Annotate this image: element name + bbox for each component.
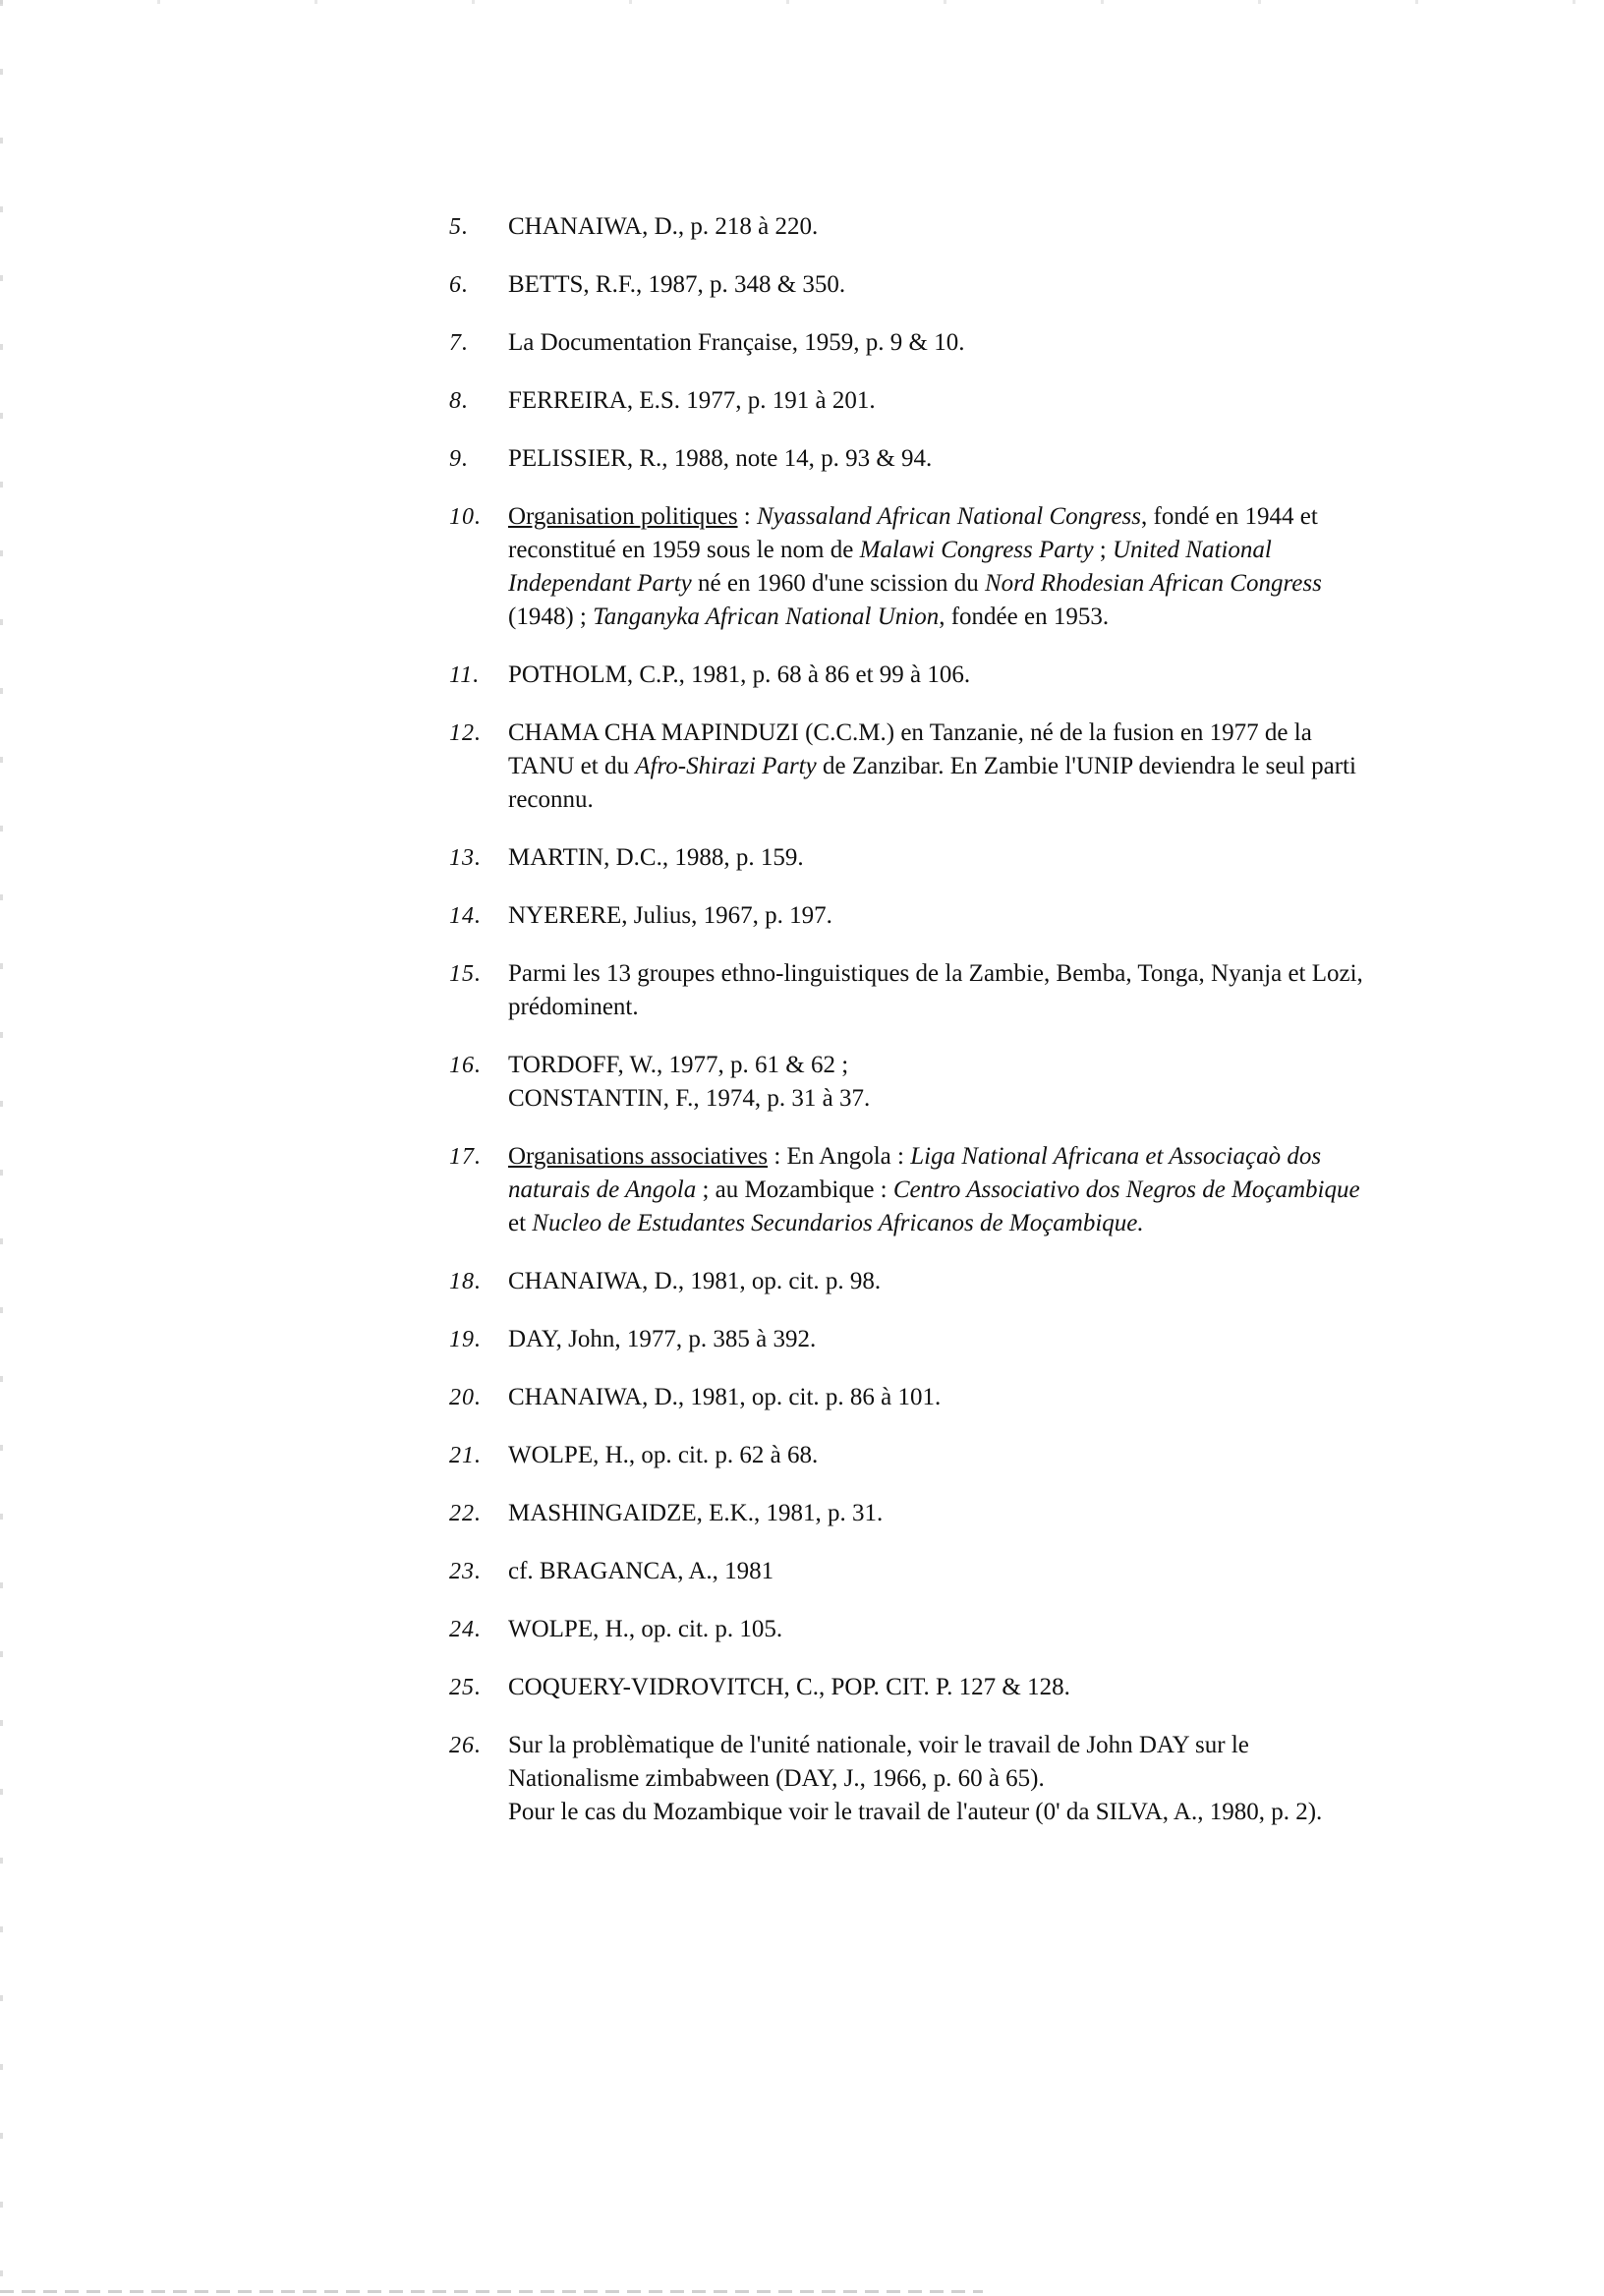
italic-title: Independant Party <box>508 570 692 597</box>
italic-title: United National <box>1113 537 1272 563</box>
note-item <box>449 384 1491 418</box>
note-line <box>508 442 1491 476</box>
note-item <box>449 268 1491 302</box>
note-segment: , fondé en 1944 et <box>1141 503 1318 530</box>
note-segment: reconstitué en 1959 sous le nom de <box>508 537 860 563</box>
note-line <box>508 1323 1491 1356</box>
note-line <box>508 1671 1491 1704</box>
italic-title: Liga National Africana et Associaçaò dos <box>910 1143 1322 1170</box>
note-line <box>508 783 1491 817</box>
note-number: 15. <box>449 961 482 987</box>
note-segment: prédominent. <box>508 994 639 1020</box>
note-line <box>508 1140 1491 1174</box>
note-line <box>508 1729 1491 1762</box>
note-text <box>508 1439 1491 1472</box>
note-number: 13. <box>449 845 482 871</box>
scan-border-top <box>0 0 1604 4</box>
note-text <box>508 326 1491 360</box>
note-line <box>508 841 1491 875</box>
note-segment: Parmi les 13 groupes ethno-linguistiques de la Zambie, Bemba, Tonga, Nyanja et Lozi, <box>508 960 1363 987</box>
note-number: 5. <box>449 214 469 240</box>
note-item <box>449 442 1491 476</box>
note-text <box>508 1613 1491 1646</box>
scan-border-left <box>0 0 3 2296</box>
note-item <box>449 1323 1491 1356</box>
note-line <box>508 991 1491 1024</box>
note-line <box>508 601 1491 634</box>
italic-title: Nord Rhodesian African Congress <box>984 570 1322 597</box>
note-line <box>508 1082 1491 1116</box>
note-segment: Pour le cas du Mozambique voir le travail de l'auteur (0' da SILVA, A., 1980, p. 2). <box>508 1799 1323 1825</box>
note-line <box>508 534 1491 567</box>
note-segment: Nationalisme zimbabween (DAY, J., 1966, p. 60 à 65). <box>508 1765 1045 1792</box>
note-item <box>449 717 1491 817</box>
note-number: 25. <box>449 1675 482 1700</box>
note-line <box>508 567 1491 601</box>
note-segment: WOLPE, H., op. cit. p. 62 à 68. <box>508 1442 819 1468</box>
note-segment: WOLPE, H., op. cit. p. 105. <box>508 1616 783 1642</box>
note-item <box>449 1613 1491 1646</box>
note-text <box>508 1497 1491 1530</box>
note-segment: CHANAIWA, D., 1981, op. cit. p. 98. <box>508 1268 882 1294</box>
note-text <box>508 1671 1491 1704</box>
note-line <box>508 268 1491 302</box>
note-item <box>449 1265 1491 1298</box>
note-segment: DAY, John, 1977, p. 385 à 392. <box>508 1326 817 1352</box>
note-line <box>508 659 1491 692</box>
italic-title: Tanganyka African National Union <box>593 603 940 630</box>
note-line <box>508 1555 1491 1588</box>
note-segment: FERREIRA, E.S. 1977, p. 191 à 201. <box>508 387 876 414</box>
note-segment: PELISSIER, R., 1988, note 14, p. 93 & 94. <box>508 445 933 472</box>
note-text <box>508 899 1491 933</box>
note-text <box>508 659 1491 692</box>
note-number: 22. <box>449 1501 482 1526</box>
note-text <box>508 268 1491 302</box>
note-number: 24. <box>449 1617 482 1642</box>
note-text <box>508 1265 1491 1298</box>
note-item <box>449 1729 1491 1829</box>
note-number: 9. <box>449 446 469 472</box>
note-segment: La Documentation Française, 1959, p. 9 & 10. <box>508 329 965 356</box>
note-segment: NYERERE, Julius, 1967, p. 197. <box>508 902 832 929</box>
notes-list <box>449 210 1491 1854</box>
note-segment: : En Angola : <box>768 1143 911 1170</box>
note-line <box>508 1049 1491 1082</box>
note-item <box>449 1049 1491 1116</box>
note-number: 18. <box>449 1269 482 1294</box>
note-text <box>508 1323 1491 1356</box>
note-line <box>508 1265 1491 1298</box>
scan-border-bottom <box>0 2290 983 2293</box>
italic-title: Centro Associativo dos Negros de Moçambique <box>892 1177 1360 1203</box>
note-segment: CHANAIWA, D., 1981, op. cit. p. 86 à 101. <box>508 1384 942 1410</box>
note-segment: MASHINGAIDZE, E.K., 1981, p. 31. <box>508 1500 884 1526</box>
underlined-heading: Organisation politiques <box>508 503 738 530</box>
note-number: 12. <box>449 720 482 746</box>
note-line <box>508 750 1491 783</box>
note-item <box>449 1671 1491 1704</box>
underlined-heading: Organisations associatives <box>508 1143 769 1170</box>
note-line <box>508 899 1491 933</box>
note-segment: COQUERY-VIDROVITCH, C., POP. CIT. P. 127 & 128. <box>508 1674 1070 1700</box>
note-item <box>449 1555 1491 1588</box>
note-segment: ; au Mozambique : <box>696 1177 893 1203</box>
note-segment: TORDOFF, W., 1977, p. 61 & 62 ; <box>508 1052 849 1078</box>
note-line <box>508 326 1491 360</box>
note-number: 21. <box>449 1443 482 1468</box>
note-text <box>508 717 1491 817</box>
note-text <box>508 841 1491 875</box>
note-number: 17. <box>449 1144 482 1170</box>
note-segment: (1948) ; <box>508 603 594 630</box>
note-line <box>508 1796 1491 1829</box>
note-item <box>449 326 1491 360</box>
note-segment: né en 1960 d'une scission du <box>691 570 985 597</box>
note-item <box>449 1381 1491 1414</box>
note-segment: POTHOLM, C.P., 1981, p. 68 à 86 et 99 à 106. <box>508 661 971 688</box>
note-line <box>508 500 1491 534</box>
note-item <box>449 1497 1491 1530</box>
note-number: 20. <box>449 1385 482 1410</box>
note-segment: reconnu. <box>508 786 594 813</box>
note-line <box>508 1174 1491 1207</box>
note-item <box>449 1439 1491 1472</box>
note-segment: BETTS, R.F., 1987, p. 348 & 350. <box>508 271 846 298</box>
note-item <box>449 957 1491 1024</box>
note-number: 19. <box>449 1327 482 1352</box>
note-line <box>508 1439 1491 1472</box>
italic-title: Afro-Shirazi Party <box>635 753 817 779</box>
note-number: 16. <box>449 1053 482 1078</box>
note-number: 26. <box>449 1733 482 1758</box>
note-segment: Sur la problèmatique de l'unité nationale, voir le travail de John DAY sur le <box>508 1732 1249 1758</box>
note-number: 7. <box>449 330 469 356</box>
note-number: 11. <box>449 662 481 688</box>
note-segment: de Zanzibar. En Zambie l'UNIP deviendra le seul parti <box>816 753 1356 779</box>
note-text <box>508 442 1491 476</box>
note-text <box>508 1381 1491 1414</box>
note-line <box>508 1381 1491 1414</box>
note-line <box>508 1497 1491 1530</box>
note-segment: MARTIN, D.C., 1988, p. 159. <box>508 844 804 871</box>
note-line <box>508 384 1491 418</box>
note-item <box>449 841 1491 875</box>
italic-title: Nyassaland African National Congress <box>757 503 1142 530</box>
note-number: 8. <box>449 388 469 414</box>
note-segment: TANU et du <box>508 753 636 779</box>
italic-title: naturais de Angola <box>508 1177 697 1203</box>
note-segment: , fondée en 1953. <box>939 603 1110 630</box>
note-segment: : <box>737 503 757 530</box>
note-segment: ; <box>1093 537 1113 563</box>
note-item <box>449 500 1491 634</box>
note-item <box>449 899 1491 933</box>
note-item <box>449 1140 1491 1240</box>
note-line <box>508 1762 1491 1796</box>
note-text <box>508 1049 1491 1116</box>
note-number: 23. <box>449 1559 482 1584</box>
note-line <box>508 717 1491 750</box>
note-line <box>508 1207 1491 1240</box>
note-text <box>508 1729 1491 1829</box>
note-line <box>508 1613 1491 1646</box>
note-line <box>508 210 1491 244</box>
note-segment: CHAMA CHA MAPINDUZI (C.C.M.) en Tanzanie, né de la fusion en 1977 de la <box>508 719 1312 746</box>
note-text <box>508 210 1491 244</box>
italic-title: Nucleo de Estudantes Secundarios Africanos de Moçambique. <box>532 1210 1144 1236</box>
note-text <box>508 384 1491 418</box>
note-text <box>508 500 1491 634</box>
note-number: 6. <box>449 272 469 298</box>
note-text <box>508 957 1491 1024</box>
note-segment: CONSTANTIN, F., 1974, p. 31 à 37. <box>508 1085 871 1112</box>
note-number: 14. <box>449 903 482 929</box>
note-item <box>449 659 1491 692</box>
note-text <box>508 1140 1491 1240</box>
note-segment: et <box>508 1210 533 1236</box>
note-number: 10. <box>449 504 482 530</box>
italic-title: Malawi Congress Party <box>859 537 1094 563</box>
note-text <box>508 1555 1491 1588</box>
note-line <box>508 957 1491 991</box>
note-segment: cf. BRAGANCA, A., 1981 <box>508 1558 774 1584</box>
note-item <box>449 210 1491 244</box>
note-segment: CHANAIWA, D., p. 218 à 220. <box>508 213 819 240</box>
